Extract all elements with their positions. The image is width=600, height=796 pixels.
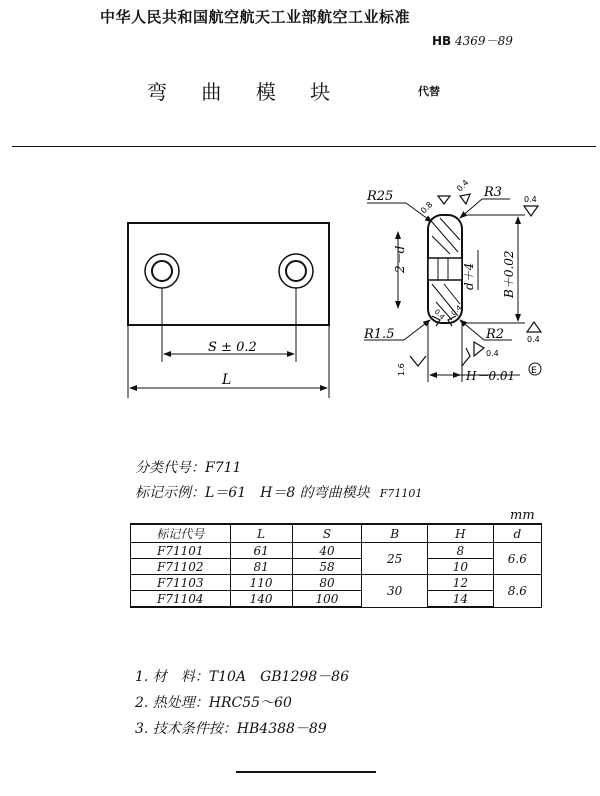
- label-L: L: [222, 372, 232, 388]
- roughness-value: 0.8: [419, 200, 435, 216]
- roughness-symbol: [410, 356, 426, 366]
- example-code: F71101: [379, 487, 423, 500]
- note-technical-conditions: 3. 技术条件按：HB4388－89: [135, 721, 327, 737]
- table-cell: 30: [362, 575, 428, 608]
- spec-table: [130, 523, 542, 608]
- table-cell: 110: [230, 575, 292, 591]
- roughness-value: 1.6: [397, 363, 406, 376]
- right-hole: [286, 261, 306, 281]
- roughness-symbol: [462, 348, 470, 366]
- organization-header: 中华人民共和国航空航天工业部航空工业标准: [100, 8, 411, 26]
- technical-drawing: [0, 170, 600, 420]
- note-material: 1. 材 料：T10A GB1298－86: [135, 669, 349, 685]
- unit-label: mm: [510, 508, 535, 523]
- table-cell: 12: [428, 575, 494, 591]
- example-label: 标记示例：: [135, 485, 205, 501]
- document-title: 弯 曲 模 块: [147, 80, 345, 104]
- table-row: [131, 575, 542, 591]
- label-2d: 2－d: [393, 245, 407, 273]
- label-E: E: [531, 366, 537, 376]
- table-cell: 61: [230, 543, 292, 559]
- roughness-value: 0.4: [486, 349, 499, 358]
- label-d4: d＋4: [462, 262, 476, 290]
- table-header: H: [428, 524, 494, 543]
- roughness-value: 0.4: [455, 178, 471, 194]
- label-B: B＋0.02: [502, 250, 516, 298]
- left-hole: [152, 261, 172, 281]
- table-row: [131, 591, 542, 608]
- table-cell: F71104: [131, 591, 231, 608]
- standard-prefix: HB: [432, 34, 452, 48]
- table-cell: 8.6: [493, 575, 541, 608]
- roughness-value: 0.4: [524, 195, 537, 204]
- roughness-value: 0.4: [449, 303, 464, 318]
- standard-number: 4369－89: [455, 34, 513, 48]
- table-header: B: [362, 524, 428, 543]
- table-cell: 14: [428, 591, 494, 608]
- hole-section: [428, 258, 462, 280]
- roughness-symbol: [438, 196, 450, 204]
- table-cell: F71101: [131, 543, 231, 559]
- table-header-row: [131, 524, 542, 543]
- note-heat-treatment: 2. 热处理：HRC55～60: [135, 695, 292, 711]
- table-cell: F71102: [131, 559, 231, 575]
- table-cell: 58: [292, 559, 362, 575]
- table-row: [131, 559, 542, 575]
- right-hole-counterbore: [279, 254, 313, 288]
- front-view: [128, 223, 329, 398]
- table-header: d: [493, 524, 541, 543]
- example-text: L＝61 H＝8 的弯曲模块: [205, 485, 370, 501]
- roughness-symbol: [527, 322, 541, 332]
- table-header: L: [230, 524, 292, 543]
- replaces-label: 代替: [418, 85, 440, 98]
- label-R3: R3: [484, 185, 503, 200]
- table-cell: 40: [292, 543, 362, 559]
- table-row: [131, 543, 542, 559]
- bottom-rule: [236, 771, 376, 773]
- example-line: [135, 482, 422, 502]
- classification-label: 分类代号：: [135, 460, 205, 476]
- classification-line: [135, 457, 241, 477]
- label-R2: R2: [486, 327, 505, 342]
- label-H: H－0.01: [466, 369, 516, 383]
- left-hole-counterbore: [145, 254, 179, 288]
- table-cell: 80: [292, 575, 362, 591]
- roughness-symbol: [524, 206, 538, 216]
- label-S: S ± 0.2: [208, 340, 257, 355]
- label-R25: R25: [367, 189, 394, 204]
- table-cell: 8: [428, 543, 494, 559]
- table-cell: 140: [230, 591, 292, 608]
- front-view-outline: [128, 223, 329, 325]
- table-cell: 6.6: [493, 543, 541, 575]
- table-cell: 100: [292, 591, 362, 608]
- table-cell: F71103: [131, 575, 231, 591]
- table-header: 标记代号: [131, 524, 231, 543]
- roughness-value: 0.4: [432, 307, 447, 322]
- table-cell: 10: [428, 559, 494, 575]
- side-view: [363, 178, 541, 383]
- roughness-value: 0.4: [527, 335, 540, 344]
- label-R15: R1.5: [364, 327, 395, 342]
- roughness-symbol: [460, 194, 470, 204]
- standard-code: [432, 32, 513, 49]
- classification-value: F711: [205, 460, 242, 476]
- table-cell: 81: [230, 559, 292, 575]
- table-cell: 25: [362, 543, 428, 575]
- header-rule: [12, 146, 596, 147]
- roughness-symbol: [474, 342, 484, 356]
- table-header: S: [292, 524, 362, 543]
